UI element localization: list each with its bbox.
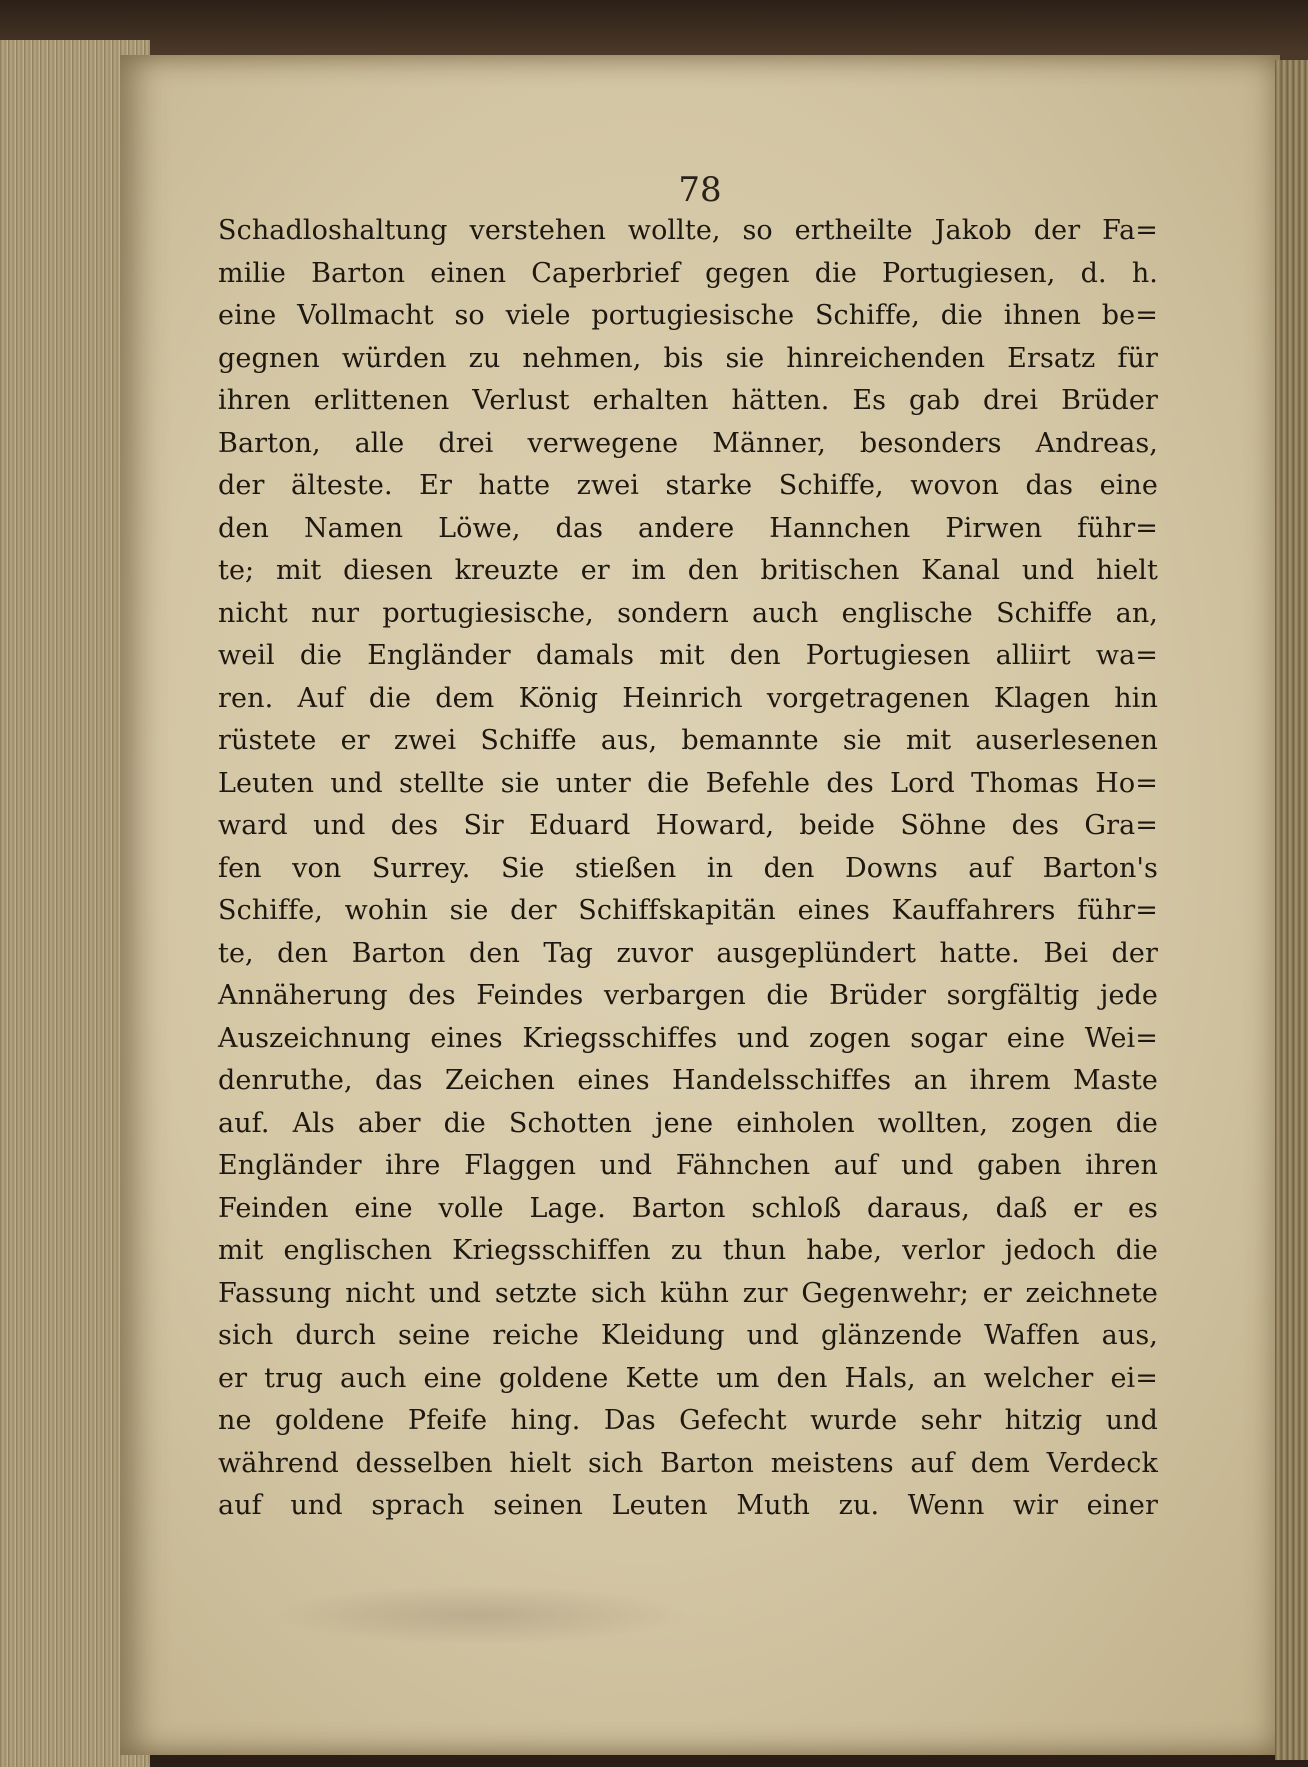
text-line: mit englischen Kriegsschiffen zu thun habe, verlor jedoch die — [218, 1235, 1158, 1266]
text-line: Leuten und stellte sie unter die Befehle des Lord Thomas Ho= — [218, 767, 1158, 799]
text-line: ihren erlittenen Verlust erhalten hätten. Es gab drei Brüder — [218, 385, 1158, 416]
text-line: Annäherung des Feindes verbargen die Brüder sorgfältig jede — [218, 980, 1158, 1011]
text-line: ne goldene Pfeife hing. Das Gefecht wurde sehr hitzig und — [218, 1405, 1158, 1436]
text-line: den Namen Löwe, das andere Hannchen Pirwen führ= — [218, 512, 1158, 544]
text-line: milie Barton einen Caperbrief gegen die Portugiesen, d. h. — [218, 257, 1158, 289]
text-line: Feinden eine volle Lage. Barton schloß daraus, daß er es — [218, 1192, 1158, 1224]
page-number: 78 — [678, 170, 722, 210]
text-line: Schiffe, wohin sie der Schiffskapitän eines Kauffahrers führ= — [218, 895, 1158, 926]
text-line: gegnen würden zu nehmen, bis sie hinreichenden Ersatz für — [218, 342, 1158, 374]
text-line: denruthe, das Zeichen eines Handelsschiffes an ihrem Maste — [218, 1065, 1158, 1096]
book-page — [120, 55, 1280, 1755]
text-line: eine Vollmacht so viele portugiesische Schiffe, die ihnen be= — [218, 300, 1158, 331]
text-line: nicht nur portugiesische, sondern auch englische Schiffe an, — [218, 597, 1158, 629]
text-line: der älteste. Er hatte zwei starke Schiffe, wovon das eine — [218, 470, 1158, 501]
text-line: Schadloshaltung verstehen wollte, so ertheilte Jakob der Fa= — [218, 215, 1158, 246]
page-edges-right — [1275, 60, 1308, 1760]
text-line: Engländer ihre Flaggen und Fähnchen auf und gaben ihren — [218, 1150, 1158, 1181]
text-line: Barton, alle drei verwegene Männer, besonders Andreas, — [218, 427, 1158, 459]
text-line: weil die Engländer damals mit den Portugiesen alliirt wa= — [218, 640, 1158, 671]
text-line: rüstete er zwei Schiffe aus, bemannte sie mit auserlesenen — [218, 725, 1158, 756]
text-line: ren. Auf die dem König Heinrich vorgetragenen Klagen hin — [218, 682, 1158, 714]
text-line: ward und des Sir Eduard Howard, beide Söhne des Gra= — [218, 810, 1158, 841]
text-line: te; mit diesen kreuzte er im den britischen Kanal und hielt — [218, 555, 1158, 586]
ink-smudge — [270, 1585, 690, 1645]
text-line: auf und sprach seinen Leuten Muth zu. Wenn wir einer — [218, 1490, 1158, 1521]
text-line: auf. Als aber die Schotten jene einholen wollten, zogen die — [218, 1107, 1158, 1139]
body-text — [218, 210, 1158, 1528]
text-line: te, den Barton den Tag zuvor ausgeplündert hatte. Bei der — [218, 937, 1158, 969]
text-line: Fassung nicht und setzte sich kühn zur Gegenwehr; er zeichnete — [218, 1277, 1158, 1309]
text-line: während desselben hielt sich Barton meistens auf dem Verdeck — [218, 1447, 1158, 1479]
text-line: er trug auch eine goldene Kette um den Hals, an welcher ei= — [218, 1362, 1158, 1394]
text-line: Auszeichnung eines Kriegsschiffes und zogen sogar eine Wei= — [218, 1022, 1158, 1054]
text-line: sich durch seine reiche Kleidung und glänzende Waffen aus, — [218, 1320, 1158, 1351]
text-line: fen von Surrey. Sie stießen in den Downs auf Barton's — [218, 852, 1158, 884]
